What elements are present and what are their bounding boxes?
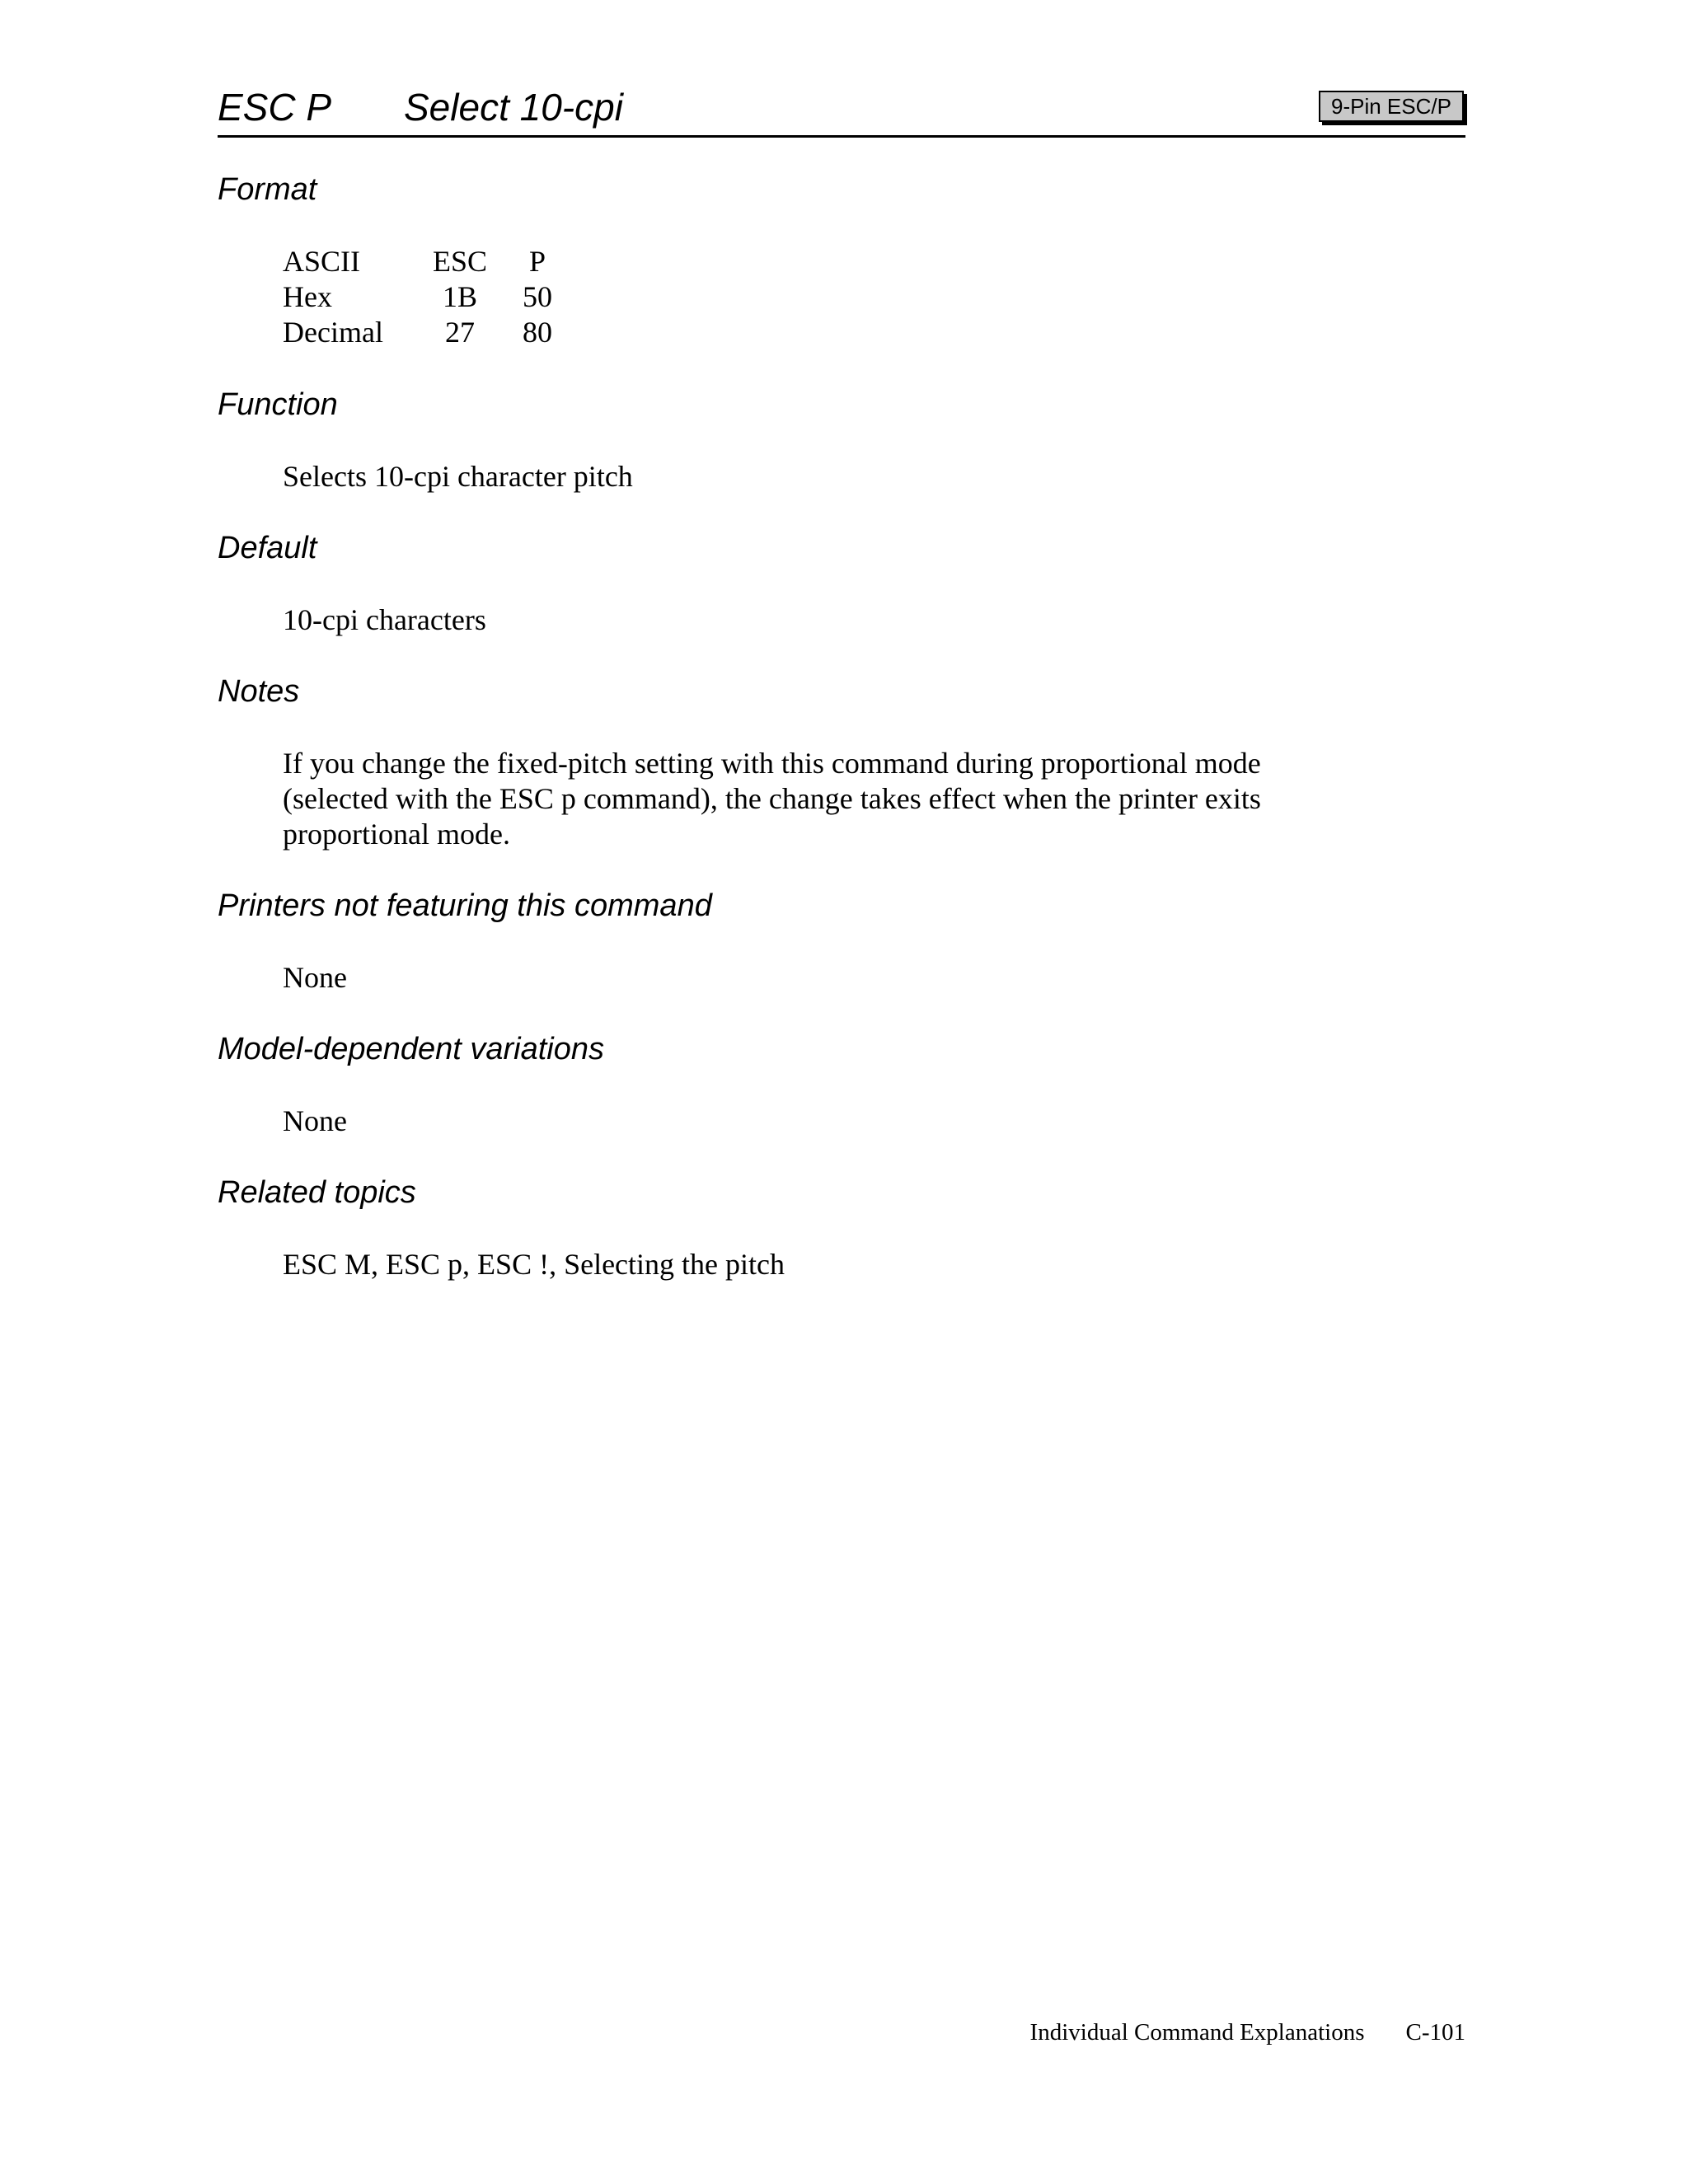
model-variations-text: None — [283, 1104, 347, 1137]
format-label: Hex — [283, 280, 332, 313]
page-header — [218, 79, 1465, 138]
default-heading: Default — [218, 531, 317, 565]
notes-line: If you change the fixed-pitch setting with this command during proportional mode — [283, 747, 1261, 780]
function-heading: Function — [218, 387, 338, 422]
notes-line: (selected with the ESC p command), the change takes effect when the printer exits — [283, 782, 1261, 815]
printer-type-badge: 9-Pin ESC/P — [1319, 91, 1464, 122]
format-value: 1B — [442, 280, 477, 313]
default-text: 10-cpi characters — [283, 603, 486, 636]
format-table — [283, 244, 576, 350]
printers-not-featuring-heading: Printers not featuring this command — [218, 888, 712, 923]
format-value: ESC — [432, 245, 488, 278]
format-heading: Format — [218, 172, 317, 207]
format-value: 50 — [523, 280, 552, 313]
format-row-ascii — [283, 244, 576, 279]
page-footer — [1030, 2018, 1465, 2047]
related-topics-text: ESC M, ESC p, ESC !, Selecting the pitch — [283, 1248, 785, 1281]
format-value: P — [528, 245, 546, 278]
model-variations-heading: Model-dependent variations — [218, 1032, 604, 1066]
format-value: 27 — [445, 316, 475, 349]
command-title: Select 10-cpi — [404, 86, 623, 129]
function-text: Selects 10-cpi character pitch — [283, 460, 633, 493]
format-value: 80 — [523, 316, 552, 349]
format-label: ASCII — [283, 245, 361, 278]
command-code: ESC P — [218, 86, 332, 129]
page-number: C-101 — [1405, 2019, 1465, 2046]
footer-section-name: Individual Command Explanations — [1029, 2019, 1365, 2046]
format-row-hex — [283, 279, 576, 315]
printers-not-featuring-text: None — [283, 961, 347, 994]
format-label: Decimal — [283, 316, 383, 349]
related-topics-heading: Related topics — [218, 1175, 416, 1210]
format-row-decimal — [283, 315, 576, 350]
notes-heading: Notes — [218, 674, 300, 709]
notes-line: proportional mode. — [283, 818, 510, 851]
